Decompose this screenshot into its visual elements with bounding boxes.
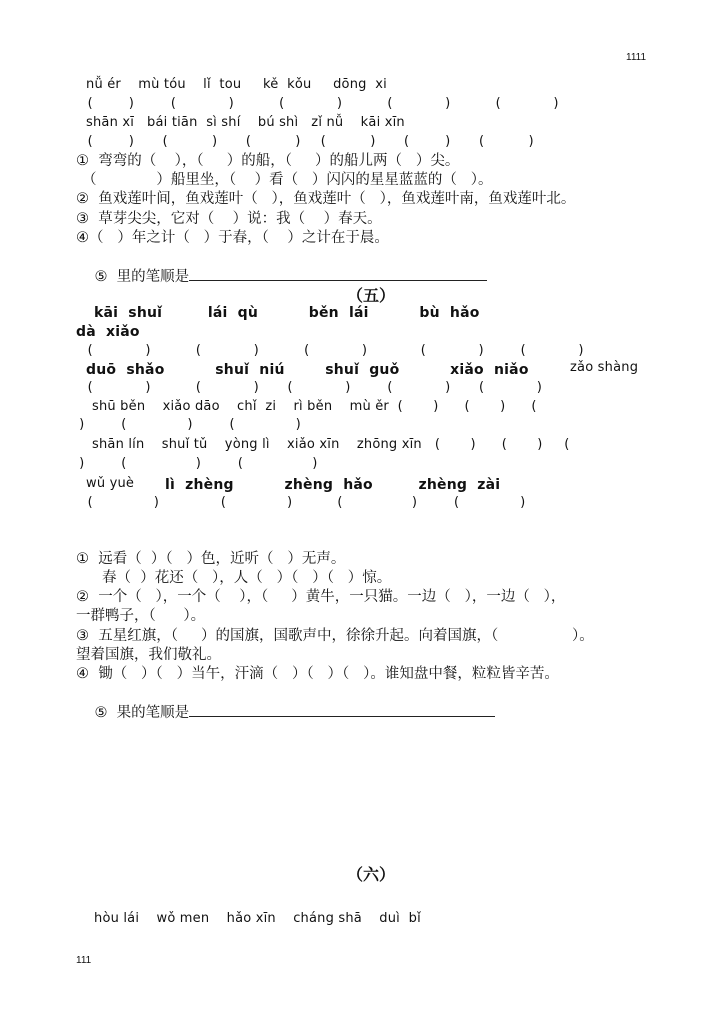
pinyin-row-1-continued: dà xiǎo (76, 324, 140, 340)
answer-parens-row-2: ( ) ( ) ( ) ( ) ( ) ( ) (86, 134, 536, 149)
question-2: ② 一个（ ），一个（ ），（ ）黄牛，一只猫。一边（ ），一边（ ）， (76, 589, 566, 605)
question-2: ② 鱼戏莲叶间，鱼戏莲叶（ ），鱼戏莲叶（ ），鱼戏莲叶南，鱼戏莲叶北。 (76, 191, 576, 207)
section-5-heading: （五） (347, 286, 396, 305)
question-5-text: ⑤ 果的笔顺是 (94, 705, 190, 721)
pinyin-row-5-start: wǔ yuè (86, 476, 135, 491)
question-3: ③ 五星红旗，（ ）的国旗，国歌声中，徐徐升起。向着国旗，（ ）。 (76, 628, 594, 644)
stroke-order-answer-line (189, 702, 495, 717)
question-1: ① 弯弯的（ ），（ ）的船，（ ）的船儿两（ ）尖。 (76, 153, 460, 169)
question-1-line-2: 春（ ）花还（ ），人（ ）（ ）（ ）惊。 (102, 570, 392, 586)
pinyin-row-2: duō shǎo shuǐ niú shuǐ guǒ xiǎo niǎo (86, 362, 529, 378)
question-1-line-2: （ ）船里坐，（ ）看（ ）闪闪的星星蓝蓝的（ ）。 (82, 172, 493, 188)
pinyin-row-1: kāi shuǐ lái qù běn lái bù hǎo (94, 305, 480, 321)
pinyin-row-4: shān lín shuǐ tǔ yòng lì xiǎo xīn zhōng xīn ( ) ( ) ( (92, 437, 570, 452)
question-3-line-2: 望着国旗，我们敬礼。 (76, 647, 221, 663)
pinyin-row-3: shū běn xiǎo dāo chǐ zi rì běn mù ěr ( ) ( ) ( (92, 399, 537, 414)
header-page-number: 1111 (626, 52, 647, 63)
question-4: ④ 锄（ ）（ ）当午，汗滴（ ）（ ）（ ）。谁知盘中餐，粒粒皆辛苦。 (76, 666, 559, 682)
pinyin-row-1: nǚ ér mù tóu lǐ tou kě kǒu dōng xi (86, 77, 387, 92)
pinyin-row-2: shān xī bái tiān sì shí bú shì zǐ nǚ kāi xīn (86, 115, 405, 130)
question-3: ③ 草芽尖尖，它对（ ）说：我（ ）春天。 (76, 211, 382, 227)
answer-parens-row-1: ( ) ( ) ( ) ( ) ( ) (86, 343, 586, 358)
pinyin-row-2-tail: zǎo shàng (570, 360, 639, 375)
question-5 (76, 684, 495, 740)
pinyin-row-5: lì zhèng zhèng hǎo zhèng zài (165, 477, 501, 493)
pinyin-row-1: hòu lái wǒ men hǎo xīn cháng shā duì bǐ (94, 911, 421, 926)
stroke-order-answer-line (189, 266, 487, 281)
footer-page-number: 111 (76, 955, 92, 966)
answer-parens-row-3: ) ( ) ( ) (78, 417, 303, 432)
question-1: ① 远看（ ）（ ）色，近听（ ）无声。 (76, 551, 346, 567)
answer-parens-row-4: ) ( ) ( ) (78, 456, 320, 471)
question-2-line-2: 一群鸭子，（ ）。 (76, 608, 206, 624)
question-5 (76, 248, 487, 304)
question-4: ④（ ）年之计（ ）于春，（ ）之计在于晨。 (76, 230, 389, 246)
answer-parens-row-5: ( ) ( ) ( ) ( ) (86, 495, 528, 510)
question-5-text: ⑤ 里的笔顺是 (94, 269, 190, 285)
section-6-heading: （六） (347, 865, 396, 884)
answer-parens-row-2: ( ) ( ) ( ) ( ) ( ) (86, 380, 544, 395)
answer-parens-row-1: ( ) ( ) ( ) ( ) ( ) (86, 96, 561, 111)
